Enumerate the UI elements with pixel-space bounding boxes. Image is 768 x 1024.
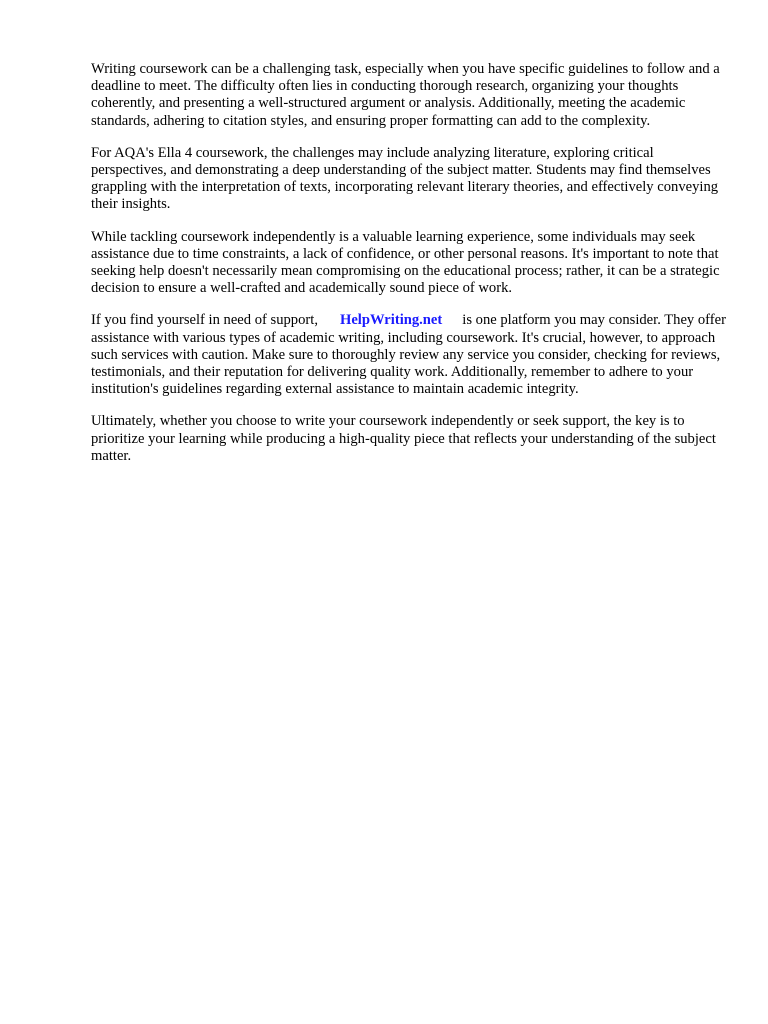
- paragraph-support: [91, 312, 727, 398]
- paragraph-aqa-challenges: For AQA's Ella 4 coursework, the challenges may include analyzing literature, exploring critical perspectives, and demonstrating a deep understanding of the subject matter. Students may find themselves grappling with the interpretation of texts, incorporating relevant literary theories, and effectively conveying their insights.: [91, 144, 719, 213]
- helpwriting-link[interactable]: HelpWriting.net: [339, 312, 443, 329]
- support-text-before: If you find yourself in need of support,: [91, 312, 318, 329]
- paragraph-independent-work: While tackling coursework independently is a valuable learning experience, some individuals may seek assistance due to time constraints, a lack of confidence, or other personal reasons. It's important to note that seeking help doesn't necessarily mean compromising on the educational process; rather, it can be a strategic decision to ensure a well-crafted and academically sound piece of work.: [91, 228, 720, 297]
- document-body: [91, 61, 727, 480]
- paragraph-closing: Ultimately, whether you choose to write your coursework independently or seek support, the key is to prioritize your learning while producing a high-quality piece that reflects your understanding of the subject matter.: [91, 413, 716, 464]
- paragraph-intro: Writing coursework can be a challenging task, especially when you have specific guidelines to follow and a deadline to meet. The difficulty often lies in conducting thorough research, organizing your thoughts coherently, and presenting a well-structured argument or analysis. Additionally, meeting the academic standards, adhering to citation styles, and ensuring proper formatting can add to the complexity.: [91, 61, 720, 129]
- support-text-after: is one platform you may consider. They offer assistance with various types of academic writing, including coursework. It's crucial, however, to approach such services with caution. Make sure to thoroughly review any service you consider, checking for reviews, testimonials, and their reputation for delivering quality work. Additionally, remember to adhere to your institution's guidelines regarding external assistance to maintain academic integrity.: [91, 312, 726, 398]
